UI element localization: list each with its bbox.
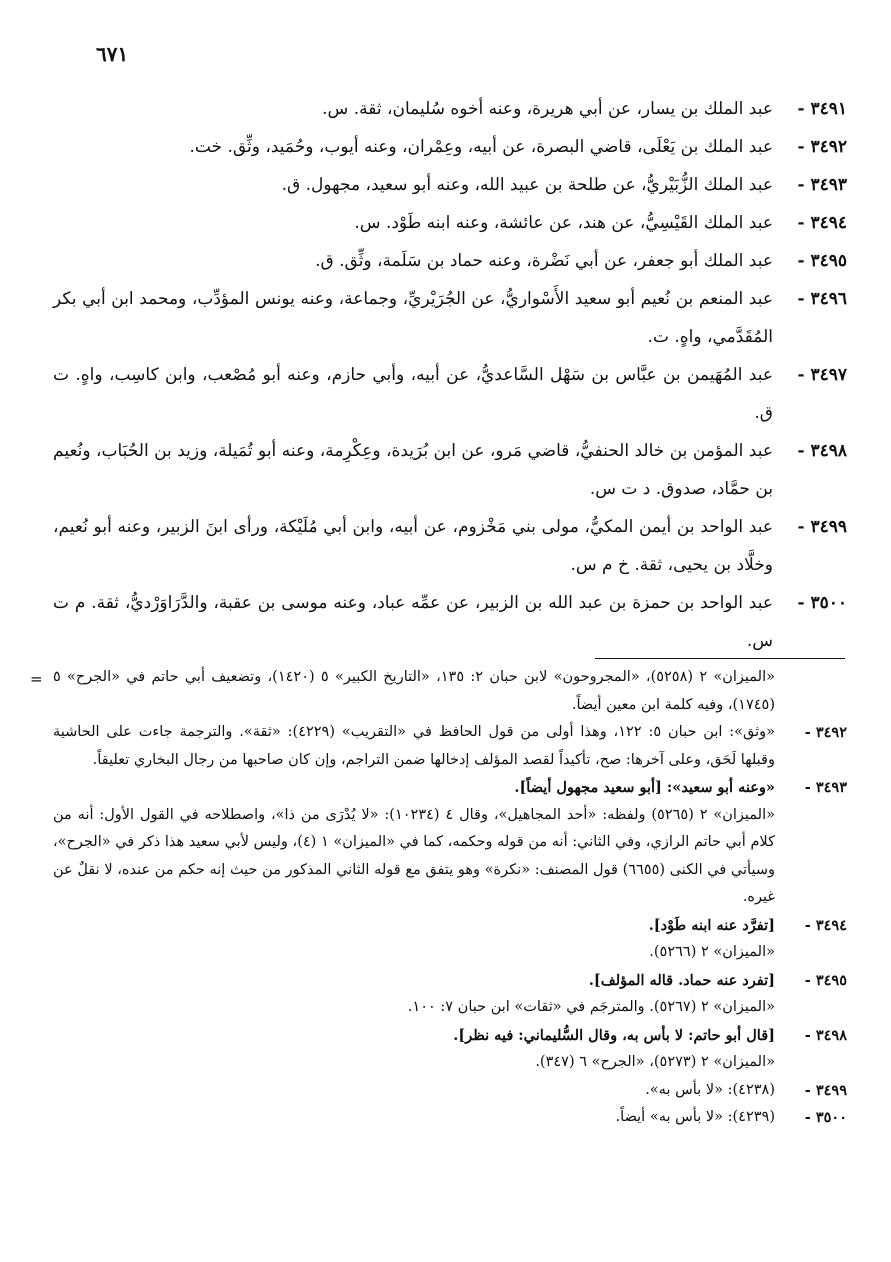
entry-text: عبد الملك الزُّبَيْريُّ، عن طلحة بن عبيد الله، وعنه أبو سعيد، مجهول. ق. (281, 175, 773, 195)
entry-3492 (53, 128, 847, 166)
page-number: ٦٧١ (96, 42, 129, 66)
footnote-text: «الميزان» ٢ (٥٢٥٨)، «المجروحون» لابن حبان ٢: ١٣٥، «التاريخ الكبير» ٥ (١٤٢٠)، وتضعيف أبي حاتم في «الجرح» ٥ (١٧٤٥)، وفيه كلمة ابن معين أيضاً. (53, 669, 775, 713)
entry-number: ٣٤٩٥ - (797, 251, 847, 271)
footnote-3498 (53, 1022, 847, 1050)
footnote-text: «وعنه أبو سعيد»: [أبو سعيد مجهول أيضاً]. (514, 779, 775, 796)
footnote-text: [تفرد عنه حماد. قاله المؤلف]. (588, 971, 775, 989)
footnote-3494 (53, 912, 847, 940)
entry-3498 (53, 432, 847, 508)
footnote-3495-detail (53, 994, 847, 1022)
entry-3494 (53, 204, 847, 242)
footnote-text: «الميزان» ٢ (٥٢٦٧). والمترجَم في «ثقات» ابن حبان ٧: ١٠٠. (407, 999, 775, 1015)
footnote-number: ٣٤٩٤ - (804, 916, 847, 934)
continuation-mark: = (30, 670, 43, 688)
footnote-number: ٣٤٩٩ - (804, 1081, 847, 1099)
entry-number: ٣٤٩٧ - (797, 365, 847, 385)
entry-text: عبد الملك بن يسار، عن أبي هريرة، وعنه أخوه سُليمان، ثقة. س. (322, 99, 773, 119)
footnote-number: ٣٤٩٢ - (804, 724, 847, 741)
footnote-text: [تفرَّد عنه ابنه طَوْد]. (648, 916, 775, 934)
footnote-continued (53, 664, 847, 719)
footnote-number: ٣٤٩٣ - (804, 779, 847, 796)
entry-text: عبد الملك القَيْسِيُّ، عن هند، عن عائشة، وعنه ابنه طَوْد. س. (354, 213, 773, 233)
entry-number: ٣٤٩٦ - (797, 289, 847, 309)
footnotes (53, 664, 847, 1132)
entry-text: عبد المُهَيمن بن عبَّاس بن سَهْل السَّاعديُّ، عن أبيه، وأبي حازم، وعنه أبو مُصْعب، وابن كاسِب، واهٍ. ت ق. (53, 365, 773, 423)
footnote-3498-detail (53, 1049, 847, 1077)
footnote-3494-detail (53, 939, 847, 967)
footnote-3500 (53, 1104, 847, 1132)
entry-3497 (53, 356, 847, 432)
entry-text: عبد الواحد بن أيمن المكيُّ، مولى بني مَخْزوم، عن أبيه، وابن أبي مُلَيْكة، ورأى ابنَ الزبير، وعنه أبو نُعيم، وخلَّاد بن يحيى، ثقة. خ م س. (53, 517, 773, 575)
footnote-text: «الميزان» ٢ (٥٢٧٣)، «الجرح» ٦ (٣٤٧). (535, 1054, 775, 1070)
footnote-3499 (53, 1077, 847, 1105)
entry-number: ٣٤٩٢ - (797, 137, 847, 157)
footnote-text: [قال أبو حاتم: لا بأس به، وقال السُّليماني: فيه نظر]. (453, 1026, 775, 1044)
footnote-number: ٣٤٩٥ - (804, 971, 847, 989)
entry-number: ٣٥٠٠ - (797, 593, 847, 613)
footnote-text: (٤٢٣٨): «لا بأس به». (645, 1081, 775, 1098)
entry-text: عبد الملك أبو جعفر، عن أبي نَضْرة، وعنه حماد بن سَلَمة، وثِّق. ق. (315, 251, 773, 271)
footnote-text: «وثق»: ابن حبان ٥: ١٢٢، وهذا أولى من قول الحافظ في «التقريب» (٤٢٢٩): «ثقة». والترجمة جاءت على الحاشية وقبلها لَحَق، وعلى آخرها: صح، تأكيداً لقصد المؤلف إدخالها ضمن التراجم، وإن كان صاحبها من رجال البخاري تعليقاً. (53, 724, 775, 768)
entry-3499 (53, 508, 847, 584)
entry-number: ٣٤٩٤ - (797, 213, 847, 233)
entry-text: عبد المنعم بن نُعيم أبو سعيد الأَسْواريُّ، عن الجُرَيْريِّ، وجماعة، وعنه يونس المؤدِّب، ومحمد ابن أبي بكر المُقَدَّمي، واهٍ. ت. (53, 289, 773, 347)
entry-text: عبد الملك بن يَعْلَى، قاضي البصرة، عن أبيه، وعِمْران، وعنه أيوب، وحُمَيد، وثِّق. خت. (189, 137, 773, 157)
entry-number: ٣٤٩٣ - (797, 175, 847, 195)
entry-3491 (53, 90, 847, 128)
footnote-text: (٤٢٣٩): «لا بأس به» أيضاً. (615, 1109, 775, 1125)
footnote-3493-detail (53, 802, 847, 912)
entry-number: ٣٤٩١ - (797, 99, 847, 119)
entry-3496 (53, 280, 847, 356)
footnote-3492 (53, 719, 847, 774)
footnote-number: ٣٤٩٨ - (804, 1026, 847, 1044)
entry-3493 (53, 166, 847, 204)
footnote-number: ٣٥٠٠ - (804, 1109, 847, 1126)
entry-text: عبد المؤمن بن خالد الحنفيُّ، قاضي مَرو، عن ابن بُرَيدة، وعِكْرِمة، وعنه أبو تُمَيلة، وزيد بن الحُبَاب، ونُعيم بن حمَّاد، صدوق. د ت س. (53, 441, 773, 499)
biography-entries (53, 90, 847, 660)
footnote-3495 (53, 967, 847, 995)
entry-number: ٣٤٩٩ - (797, 517, 847, 537)
footnote-text: «الميزان» ٢ (٥٢٦٦). (649, 944, 775, 960)
entry-text: عبد الواحد بن حمزة بن عبد الله بن الزبير، عن عمِّه عباد، وعنه موسى بن عقبة، والدَّرَاوَرْديُّ، ثقة. م ت س. (53, 593, 773, 651)
footnote-3493 (53, 774, 847, 802)
entry-number: ٣٤٩٨ - (797, 441, 847, 461)
entry-3495 (53, 242, 847, 280)
entry-3500 (53, 584, 847, 660)
footnote-divider (595, 658, 845, 659)
footnote-text: «الميزان» ٢ (٥٢٦٥) ولفظه: «أحد المجاهيل»، وقال ٤ (١٠٢٣٤): «لا يُدْرَى من ذا»، واصطلاحه في القول الأول: أنه من كلام أبي حاتم الرازي، وفي الثاني: أنه من قوله وحكمه، كما في «الميزان» ١ (٤)، وليس لأبي سعيد هذا ذكر في «الجرح»، وسيأتي في الكنى (٦٦٥٥) قول المصنف: «نكرة» وهو يتفق مع قوله الثاني المذكور من حيث إنه حكم من عنده، لا نقلٌ عن غيره. (53, 806, 776, 905)
